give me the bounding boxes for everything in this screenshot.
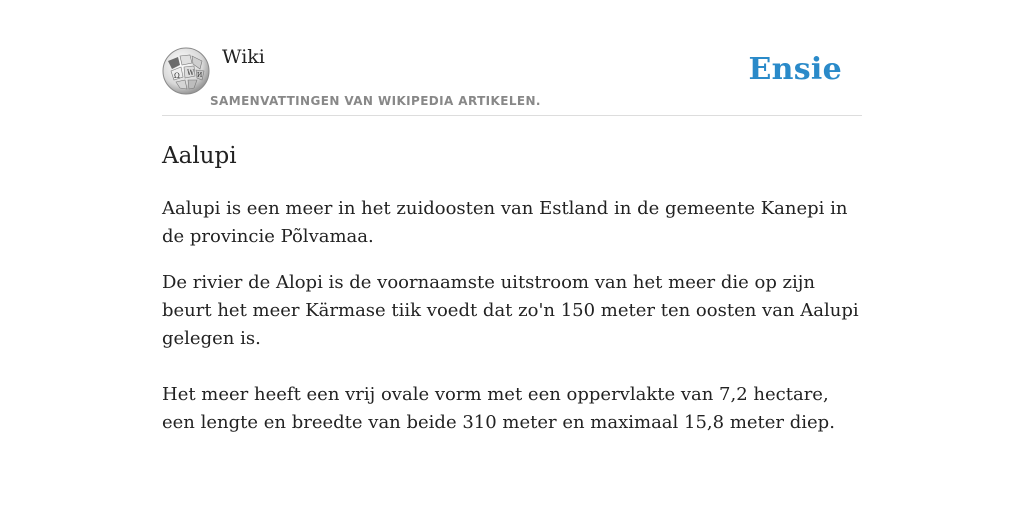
article-paragraph: Het meer heeft een vrij ovale vorm met een oppervlakte van 7,2 hectare, een lengte en breedte van beide 310 meter en maximaal 15,8 meter diep. — [162, 384, 835, 433]
svg-text:Ω: Ω — [174, 72, 180, 80]
wikipedia-globe-icon[interactable] — [162, 47, 210, 95]
article-paragraph: De rivier de Alopi is de voornaamste uitstroom van het meer die op zijn beurt het meer Kärmase tiik voedt dat zo'n 150 meter ten oosten van Aalupi gelegen is. — [162, 272, 859, 349]
article-content — [162, 195, 862, 437]
article-paragraph: Aalupi is een meer in het zuidoosten van Estland in de gemeente Kanepi in de provincie Põlvamaa. — [162, 198, 848, 247]
site-header — [162, 0, 862, 116]
site-tagline: SAMENVATTINGEN VAN WIKIPEDIA ARTIKELEN. — [210, 94, 541, 108]
svg-text:W: W — [187, 69, 195, 77]
wiki-name[interactable]: Wiki — [222, 46, 265, 68]
article-title: Aalupi — [162, 143, 237, 169]
svg-text:И: И — [197, 72, 203, 79]
page — [162, 0, 862, 437]
ensie-brand-link[interactable]: Ensie — [748, 52, 842, 87]
